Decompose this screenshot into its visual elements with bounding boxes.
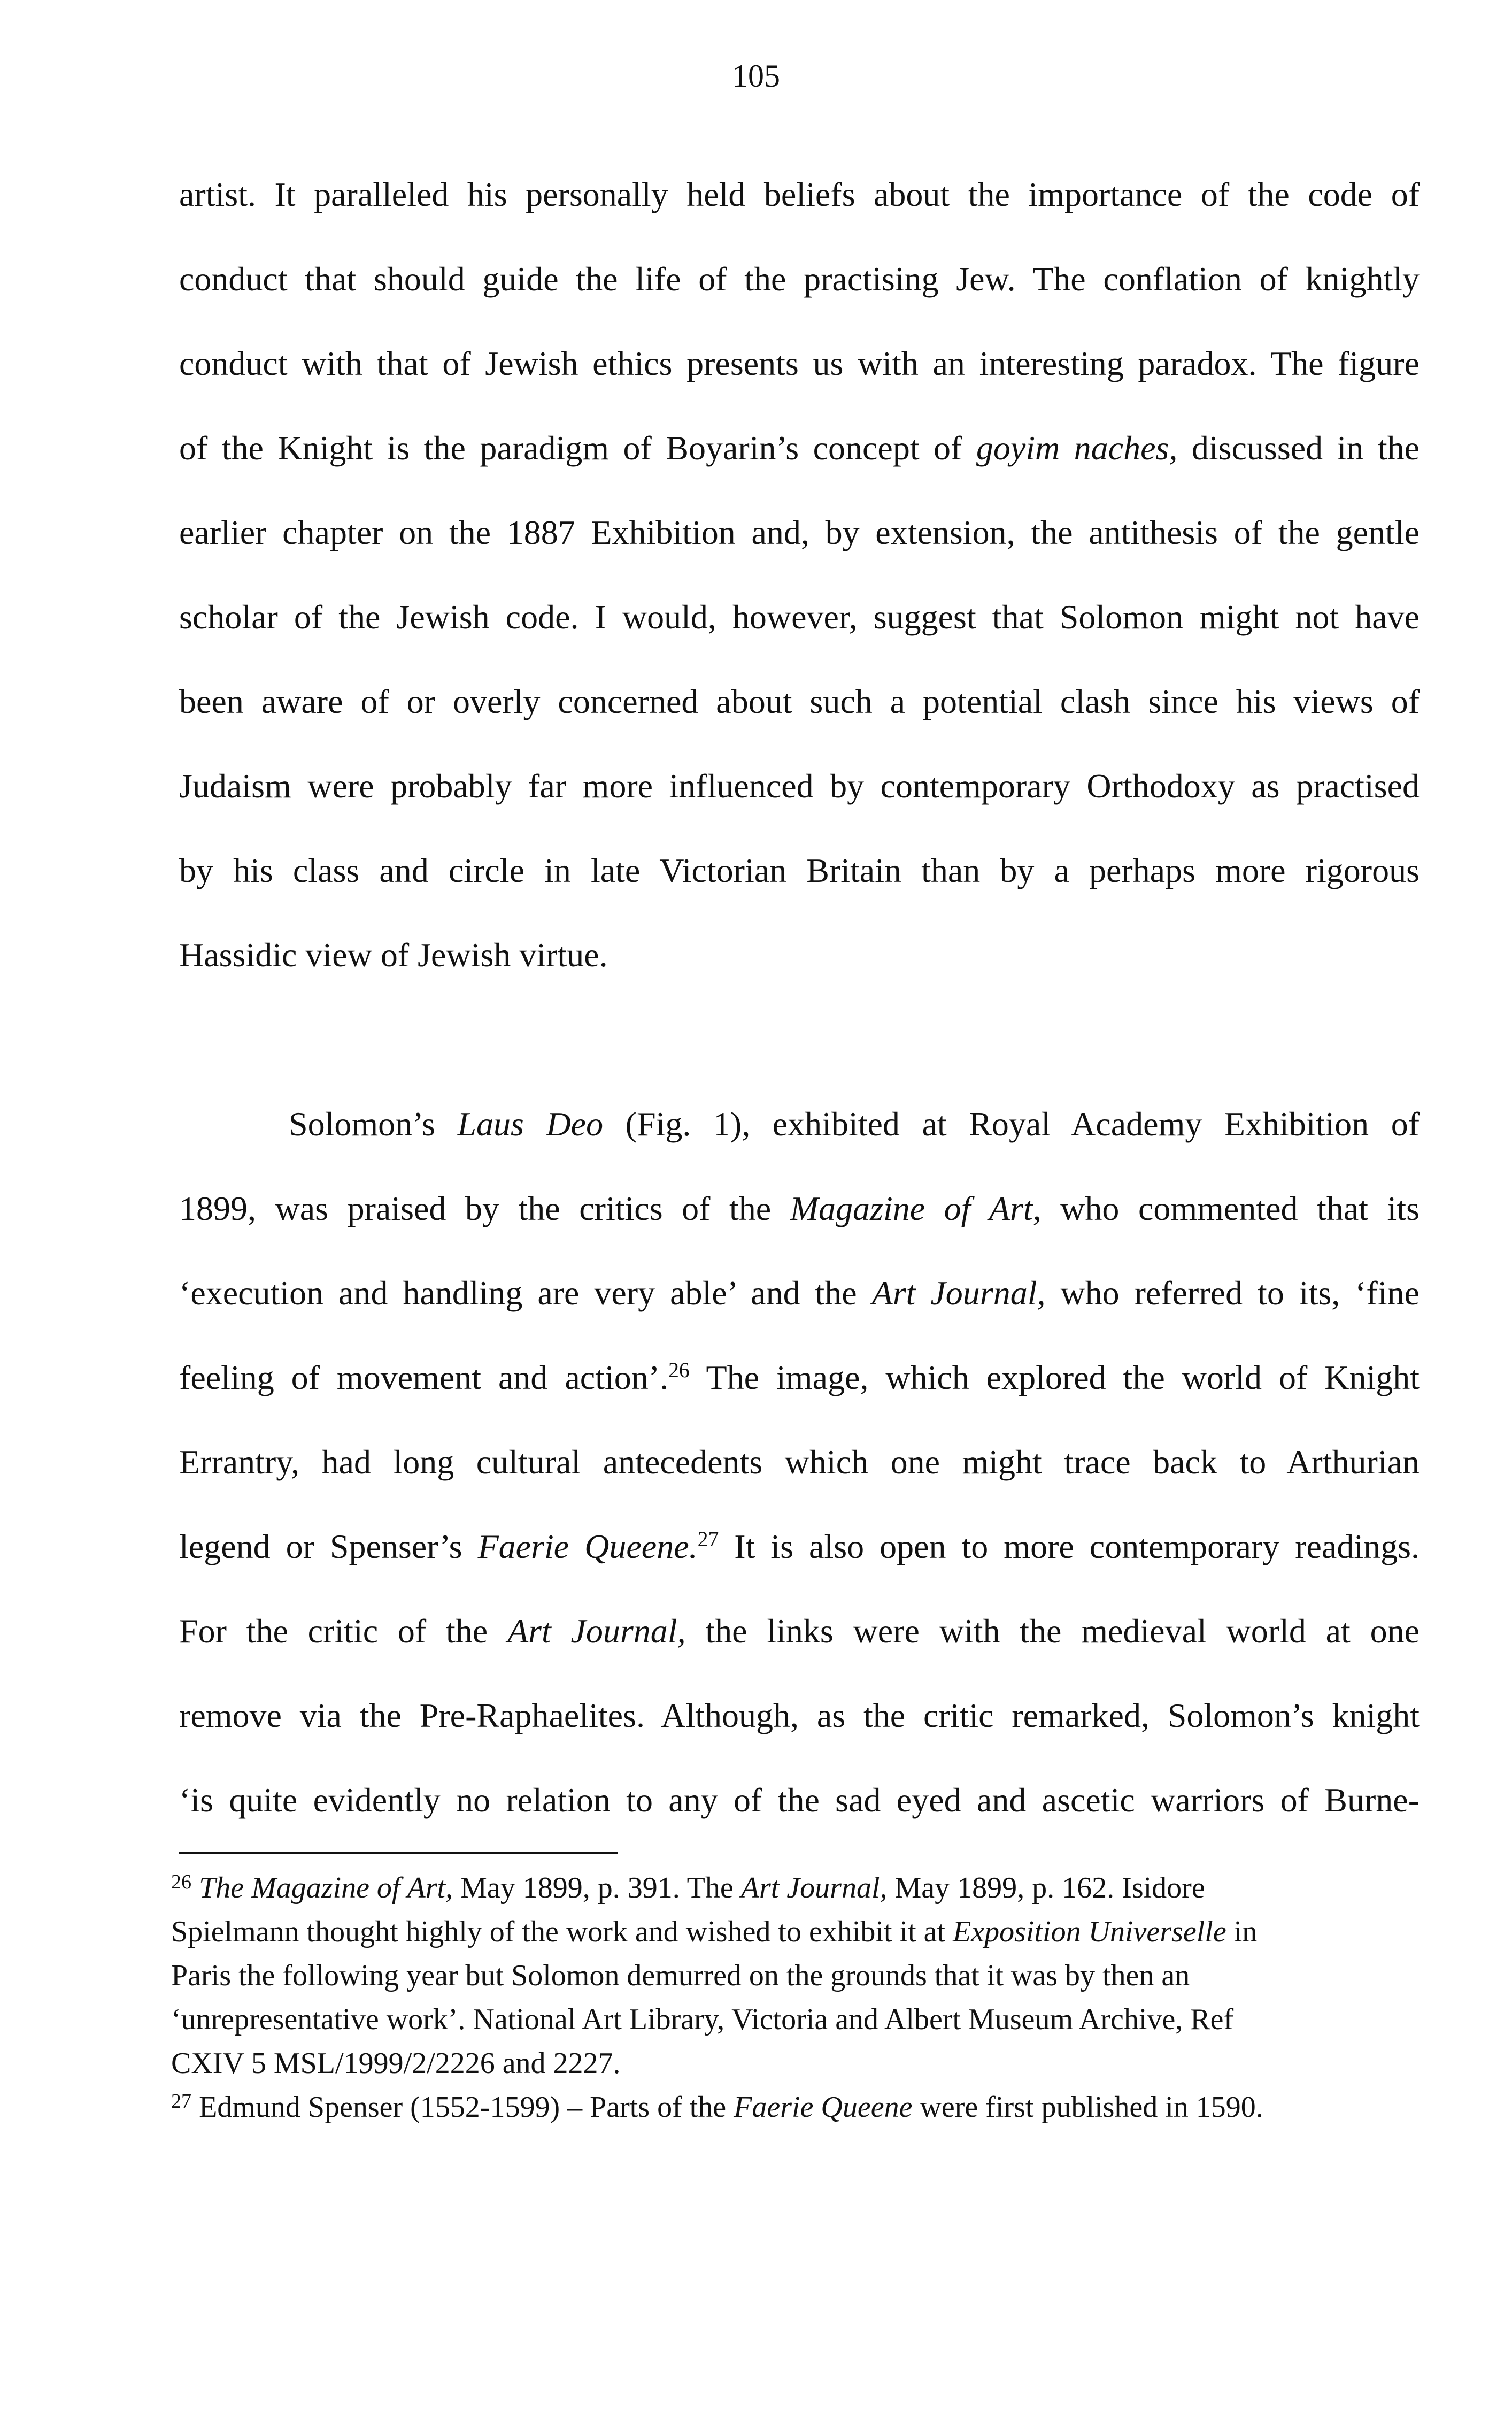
text-run: Solomon’s (289, 1105, 458, 1143)
text-run: (Fig. 1), exhibited at Royal Academy Exhibition of (603, 1105, 1420, 1143)
text-run: It is also open to more contemporary readings. (719, 1527, 1420, 1565)
text-run: who referred to its, ‘fine (1045, 1274, 1420, 1312)
text-line (289, 1107, 1420, 1141)
text-run: who commented that its (1041, 1189, 1420, 1227)
text-run: ‘execution and handling are very able’ and the (179, 1274, 872, 1312)
text-line: conduct that should guide the life of the practising Jew. The conflation of knightly (179, 260, 1420, 298)
text-line: been aware of or overly concerned about such a potential clash since his views of (179, 682, 1420, 720)
text-line (179, 1527, 1420, 1565)
text-run: For the critic of the (179, 1612, 507, 1650)
text-run: Edmund Spenser (1552-1599) – Parts of the (191, 2091, 734, 2124)
text-run: the links were with the medieval world at one (685, 1612, 1420, 1650)
italic-title: Art Journal, (871, 1274, 1046, 1312)
text-run: discussed in the (1177, 429, 1420, 467)
text-line (179, 1276, 1420, 1310)
text-run (191, 1871, 199, 1905)
text-run: May 1899, p. 391. The (453, 1871, 741, 1905)
text-line: artist. It paralleled his personally held beliefs about the importance of the code of (179, 175, 1420, 213)
italic-title: Faerie Queene (734, 2091, 913, 2124)
italic-term: goyim naches, (976, 429, 1178, 467)
footnote-divider (179, 1852, 618, 1854)
text-line: remove via the Pre-Raphaelites. Although, as the critic remarked, Solomon’s knight (179, 1696, 1420, 1734)
italic-title: The Magazine of Art, (199, 1871, 453, 1905)
text-line: conduct with that of Jewish ethics presents us with an interesting paradox. The figure (179, 344, 1420, 382)
text-run: in (1226, 1915, 1258, 1948)
text-line (179, 1189, 1420, 1227)
italic-title: Art Journal, (507, 1612, 686, 1650)
footnote-ref-26[interactable]: 26 (668, 1358, 690, 1383)
text-line: earlier chapter on the 1887 Exhibition and, by extension, the antithesis of the gentle (179, 513, 1420, 551)
italic-title: Exposition Universelle (953, 1915, 1226, 1948)
footnote-number: 26 (171, 1870, 192, 1893)
italic-title: Magazine of Art, (790, 1189, 1042, 1227)
text-run: feeling of movement and action’. (179, 1358, 669, 1396)
text-line (179, 1358, 1420, 1396)
text-line: ‘is quite evidently no relation to any of the sad eyed and ascetic warriors of Burne- (179, 1781, 1420, 1819)
footnote-number: 27 (171, 2090, 192, 2113)
text-line (179, 431, 1420, 465)
text-line (179, 1614, 1420, 1648)
text-run: The image, which explored the world of Knight (689, 1358, 1420, 1396)
footnote-line (171, 1917, 1257, 1947)
text-run: May 1899, p. 162. Isidore (887, 1871, 1205, 1905)
italic-title: Faerie Queene. (477, 1527, 698, 1565)
text-line: Judaism were probably far more influenced by contemporary Orthodoxy as practised (179, 767, 1420, 805)
text-line: Hassidic view of Jewish virtue. (179, 936, 608, 974)
text-line: scholar of the Jewish code. I would, however, suggest that Solomon might not have (179, 598, 1420, 636)
italic-title: Laus Deo (457, 1105, 604, 1143)
footnote-line: CXIV 5 MSL/1999/2/2226 and 2227. (171, 2047, 621, 2080)
text-run: legend or Spenser’s (179, 1527, 478, 1565)
text-run: Spielmann thought highly of the work and wished to exhibit it at (171, 1915, 953, 1948)
footnote-line: Paris the following year but Solomon demurred on the grounds that it was by then an (171, 1959, 1190, 1992)
text-run: of the Knight is the paradigm of Boyarin’s concept of (179, 429, 976, 467)
text-run: 1899, was praised by the critics of the (179, 1189, 790, 1227)
page-number: 105 (732, 58, 780, 94)
footnote-line (171, 1870, 1205, 1905)
text-line: by his class and circle in late Victorian Britain than by a perhaps more rigorous (179, 851, 1420, 889)
footnote-line: ‘unrepresentative work’. National Art Library, Victoria and Albert Museum Archive, Ref (171, 2003, 1234, 2036)
footnote-ref-27[interactable]: 27 (697, 1527, 719, 1552)
footnote-line (171, 2092, 1263, 2122)
text-line: Errantry, had long cultural antecedents which one might trace back to Arthurian (179, 1443, 1420, 1481)
italic-title: Art Journal, (740, 1871, 888, 1905)
text-run: were first published in 1590. (912, 2091, 1263, 2124)
